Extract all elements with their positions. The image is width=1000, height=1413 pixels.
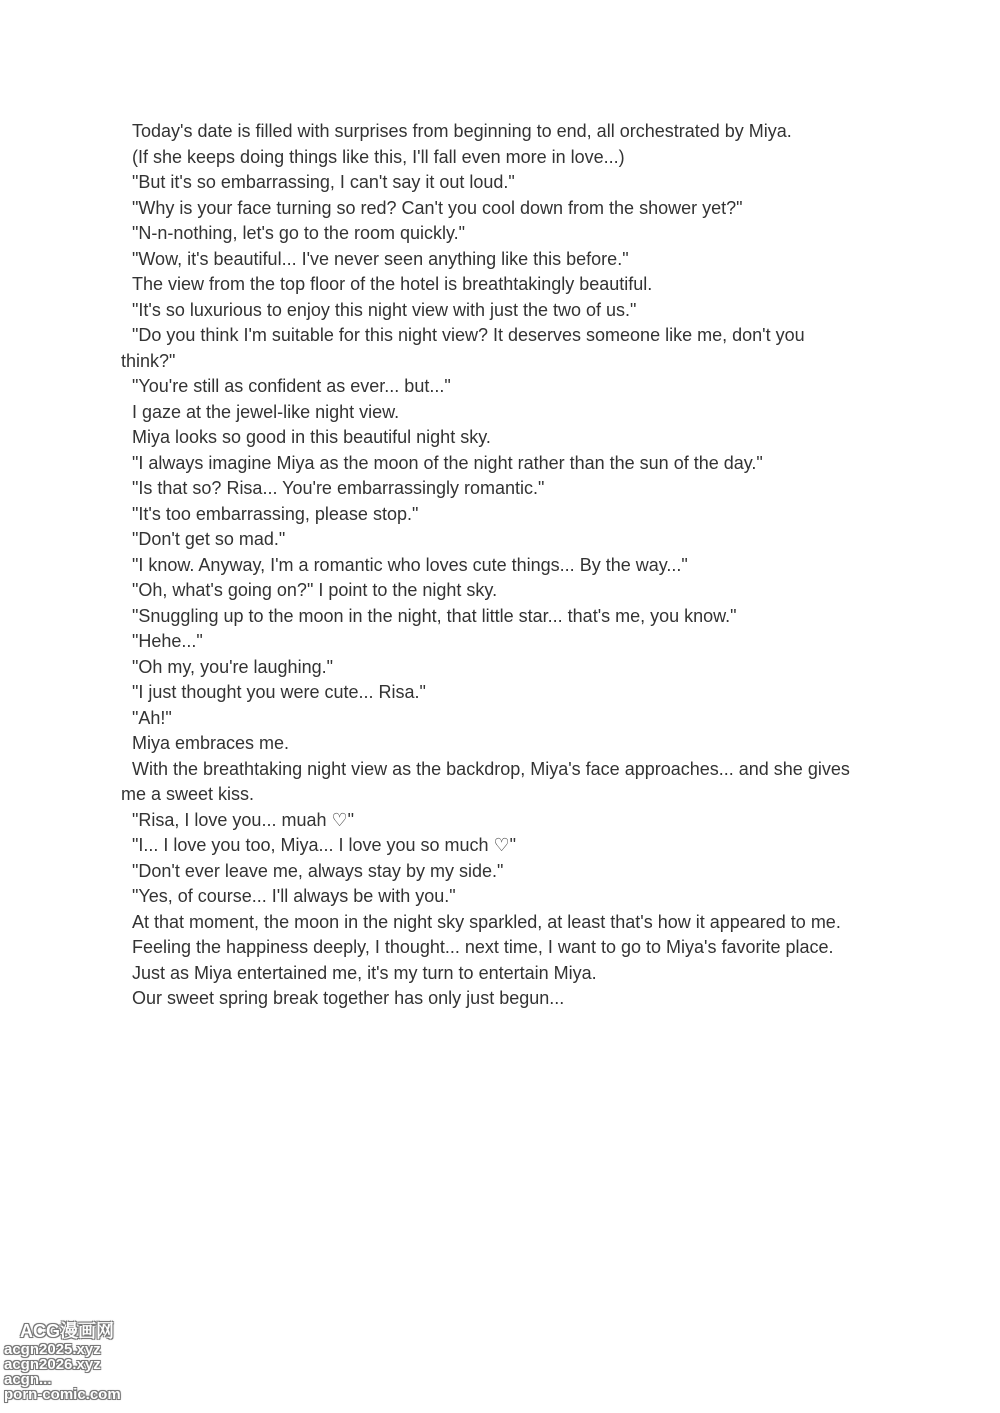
paragraph: I gaze at the jewel-like night view. [132, 401, 400, 422]
paragraph: Our sweet spring break together has only just begun... [132, 988, 565, 1008]
paragraph: "Do you think I'm suitable for this night view? It deserves someone like me, don't you think?" [121, 325, 805, 371]
paragraph: "Don't ever leave me, always stay by my side." [132, 860, 504, 881]
watermark-site-name: ACG漫画网 [20, 1321, 114, 1341]
paragraph: "Don't get so mad." [132, 529, 286, 549]
watermark-domain: acgn2026.xyz [4, 1356, 101, 1373]
paragraph: "Hehe..." [132, 631, 203, 651]
paragraph: "You're still as confident as ever... but..." [132, 376, 451, 396]
paragraph: "Wow, it's beautiful... I've never seen anything like this before." [132, 248, 629, 269]
watermark [4, 1322, 134, 1402]
paragraph: "Yes, of course... I'll always be with you." [132, 886, 456, 906]
paragraph: (If she keeps doing things like this, I'll fall even more in love...) [132, 146, 625, 167]
paragraph: "Oh, what's going on?" I point to the night sky. [132, 580, 498, 600]
paragraph: Miya embraces me. [132, 733, 290, 753]
paragraph: "I always imagine Miya as the moon of the night rather than the sun of the day." [132, 452, 763, 473]
watermark-domain: porn-comic.com [4, 1386, 121, 1403]
paragraph: "Ah!" [132, 707, 172, 728]
watermark-domain: acgn2025.xyz [4, 1341, 101, 1358]
watermark-domain: acgn... [4, 1371, 52, 1388]
paragraph: "I just thought you were cute... Risa." [132, 682, 426, 702]
paragraph: Feeling the happiness deeply, I thought... next time, I want to go to Miya's favorite place. [132, 937, 834, 957]
paragraph: "Oh my, you're laughing." [132, 656, 333, 677]
paragraph: "Snuggling up to the moon in the night, that little star... that's me, you know." [132, 605, 737, 626]
paragraph: "I know. Anyway, I'm a romantic who loves cute things... By the way..." [132, 554, 688, 575]
paragraph: Today's date is filled with surprises from beginning to end, all orchestrated by Miya. [132, 121, 792, 141]
paragraph: With the breathtaking night view as the backdrop, Miya's face approaches... and she gives me a sweet kiss. [121, 758, 850, 804]
paragraph: "Why is your face turning so red? Can't you cool down from the shower yet?" [132, 197, 743, 218]
story-text [121, 119, 861, 1012]
paragraph: Miya looks so good in this beautiful night sky. [132, 427, 491, 447]
paragraph: At that moment, the moon in the night sky sparkled, at least that's how it appeared to me. [132, 911, 841, 932]
paragraph: "It's too embarrassing, please stop." [132, 503, 419, 524]
paragraph: "It's so luxurious to enjoy this night view with just the two of us." [132, 299, 637, 320]
paragraph: The view from the top floor of the hotel is breathtakingly beautiful. [132, 274, 653, 294]
paragraph: "But it's so embarrassing, I can't say it out loud." [132, 172, 515, 192]
paragraph: "I... I love you too, Miya... I love you so much ♡" [132, 835, 517, 855]
paragraph: "N-n-nothing, let's go to the room quickly." [132, 223, 466, 243]
paragraph: "Risa, I love you... muah ♡" [132, 809, 355, 830]
paragraph: Just as Miya entertained me, it's my turn to entertain Miya. [132, 962, 597, 983]
paragraph: "Is that so? Risa... You're embarrassingly romantic." [132, 478, 545, 498]
